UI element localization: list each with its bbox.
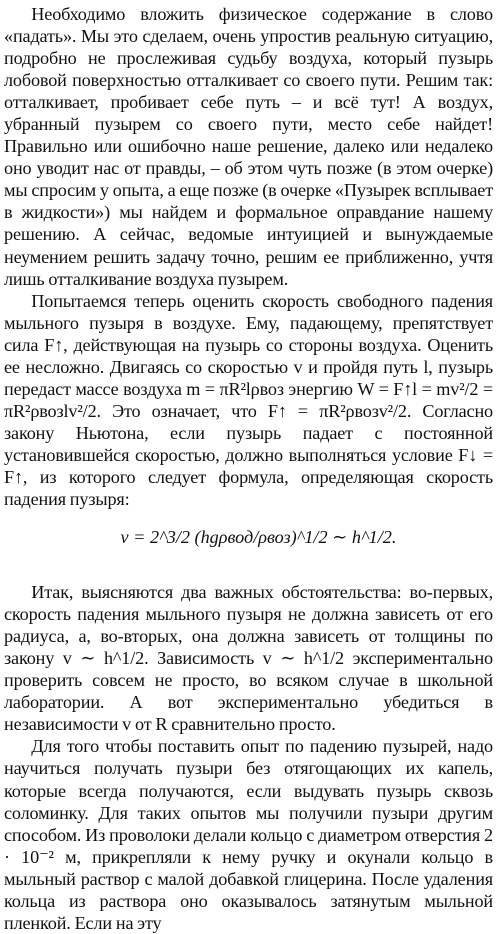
paragraph-4: Для того чтобы поставить опыт по падению пузырей, надо научиться получать пузыри без отягощающих их капель, которые всегда получаются, если выдувать пузырь сквозь соломинку. Для таких опытов мы получили пузыри другим способом. Из проволоки делали кольцо с диаметром отверстия 2 · 10⁻² м, прикрепляли к нему ручку и окунали кольцо в мыльный раствор с малой добавкой глицерина. После удаления кольца из раствора оно оказывалось затянутым мыльной пленкой. Если на эту: [4, 736, 493, 933]
paragraph-2: Попытаемся теперь оценить скорость свободного падения мыльного пузыря в воздухе. Ему, падающему, препятствует сила F↑, действующая на пузырь со стороны воздуха. Оценить ее несложно. Двигаясь со скоростью v и пройдя путь l, пузырь передаст массе воздуха m = πR²lρвоз энергию W = F↑l = mv²/2 = πR²ρвозlv²/2. Это означает, что F↑ = πR²ρвозv²/2. Согласно закону Ньютона, если пузырь падает с постоянной установившейся скоростью, должно выполняться условие F↓ = F↑, из которого следует формула, определяющая скорость падения пузыря:: [4, 290, 493, 510]
paragraph-3: Итак, выясняются два важных обстоятельства: во-первых, скорость падения мыльного пузыря не должна зависеть от его радиуса, а, во-вторых, она должна зависеть от толщины по закону v ∼ h^1/2. Зависимость v ∼ h^1/2 экспериментально проверить совсем не просто, во всяком случае в школьной лаборатории. А вот экспериментально убедиться в независимости v от R сравнительно просто.: [4, 582, 493, 735]
paragraph-gap: [4, 565, 493, 581]
paragraph-1: Необходимо вложить физическое содержание в слово «падать». Мы это сделаем, очень упростив реальную ситуацию, подробно не прослеживая судьбу воздуха, который пузырь лобовой поверхностью отталкивает со своего пути. Решим так: отталкивает, пробивает себе путь – и всё тут! А воздух, убранный пузырем со своего пути, место себе найдет! Правильно или ошибочно наше решение, далеко или недалеко оно уводит нас от правды, – об этом чуть позже (в этом очерке) мы спросим у опыта, а еще позже (в очерке «Пузырек всплывает в жидкости») мы найдем и формальное оправдание нашему решению. А сейчас, ведомые интуицией и вынуждаемые неумением решить задачу точно, решим ее приближенно, учтя лишь отталкивание воздуха пузырем.: [4, 4, 493, 289]
formula-fall-speed: v = 2^3/2 (hgρвод/ρвоз)^1/2 ∼ h^1/2.: [120, 527, 397, 548]
document-page: [4, 3, 493, 933]
